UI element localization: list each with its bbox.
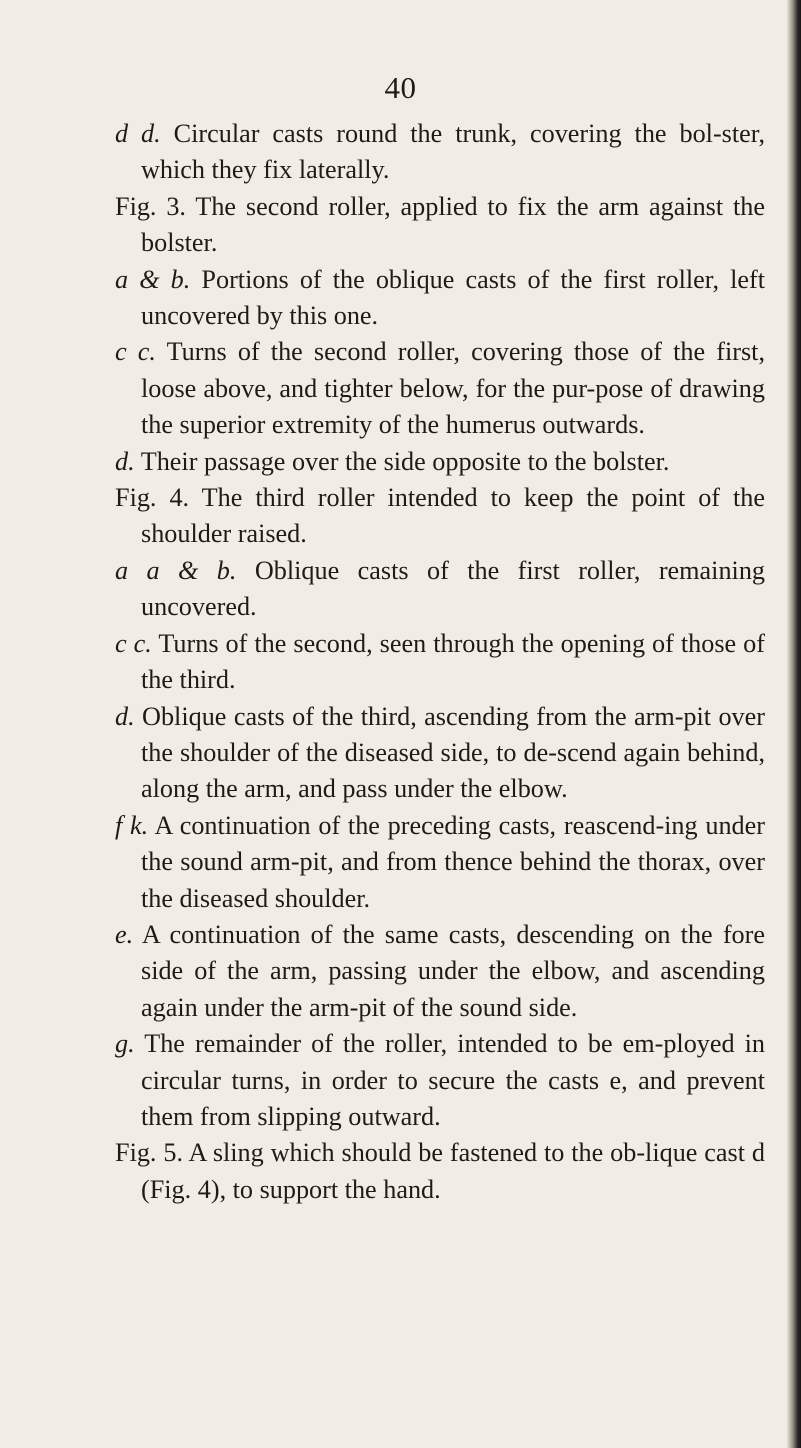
entry-label: Fig. 5.	[115, 1138, 184, 1168]
entry-label: d.	[115, 446, 135, 476]
entry-text: Turns of the second roller, covering those of the first, loose above, and tighter below, for the pur-pose of drawing the superior extremity of the humerus outwards.	[141, 337, 765, 440]
legend-entry-a-and-b	[115, 262, 765, 335]
entry-label: d d.	[115, 119, 161, 148]
legend-entry-d-oblique-third	[115, 699, 765, 808]
legend-entry-fig-4	[115, 480, 765, 553]
legend-entry-fig-3	[115, 189, 765, 262]
entry-label: g.	[115, 1029, 135, 1059]
entry-text: Turns of the second, seen through the opening of those of the third.	[141, 628, 765, 695]
entry-label: c c.	[115, 628, 152, 658]
legend-entry-e	[115, 917, 765, 1026]
entry-text: The remainder of the roller, intended to be em-ployed in circular turns, in order to secure the casts e, and prevent them from slipping outward.	[134, 1029, 765, 1131]
page-binding-edge	[787, 0, 801, 1448]
entry-label: Fig. 3.	[115, 191, 186, 221]
entry-text: The second roller, applied to fix the arm against the bolster.	[141, 191, 765, 258]
entry-text: Their passage over the side opposite to the bolster.	[134, 446, 670, 476]
entry-text: The third roller intended to keep the point of the shoulder raised.	[141, 483, 765, 549]
entry-text: Oblique casts of the first roller, remaining uncovered.	[141, 555, 766, 622]
legend-entry-fig-5	[115, 1135, 765, 1208]
entry-label: e.	[115, 919, 134, 949]
legend-entry-dd-circular-casts	[115, 116, 765, 189]
entry-label: a a & b.	[115, 555, 237, 585]
legend-entry-g	[115, 1026, 765, 1135]
legend-entry-fk	[115, 808, 765, 917]
legend-entry-cc-turns	[115, 626, 765, 699]
figure-legend	[115, 116, 765, 1208]
entry-text: Portions of the oblique casts of the first roller, left uncovered by this one.	[141, 264, 765, 331]
entry-text: A continuation of the preceding casts, reascend-ing under the sound arm-pit, and from thence behind the thorax, over the diseased shoulder.	[141, 810, 765, 913]
entry-label: f k.	[115, 810, 149, 840]
entry-text: Circular casts round the trunk, covering the bol-ster, which they fix laterally.	[141, 119, 765, 185]
entry-label: Fig. 4.	[115, 483, 190, 513]
entry-text: A sling which should be fastened to the ob-lique cast d (Fig. 4), to support the hand.	[141, 1138, 765, 1204]
page-number: 40	[384, 70, 417, 105]
entry-text: A continuation of the same casts, descending on the fore side of the arm, passing under the elbow, and ascending again under the arm-pit of the sound side.	[133, 919, 765, 1022]
legend-entry-cc-second-roller	[115, 334, 765, 443]
entry-label: c c.	[115, 337, 156, 367]
entry-text: Oblique casts of the third, ascending from the arm-pit over the shoulder of the diseased side, to de-scend again behind, along the arm, and pass under the elbow.	[134, 701, 765, 804]
legend-entry-aa-and-b	[115, 553, 765, 626]
entry-label: d.	[115, 701, 135, 731]
entry-label: a & b.	[115, 264, 191, 294]
legend-entry-d-passage	[115, 444, 765, 480]
